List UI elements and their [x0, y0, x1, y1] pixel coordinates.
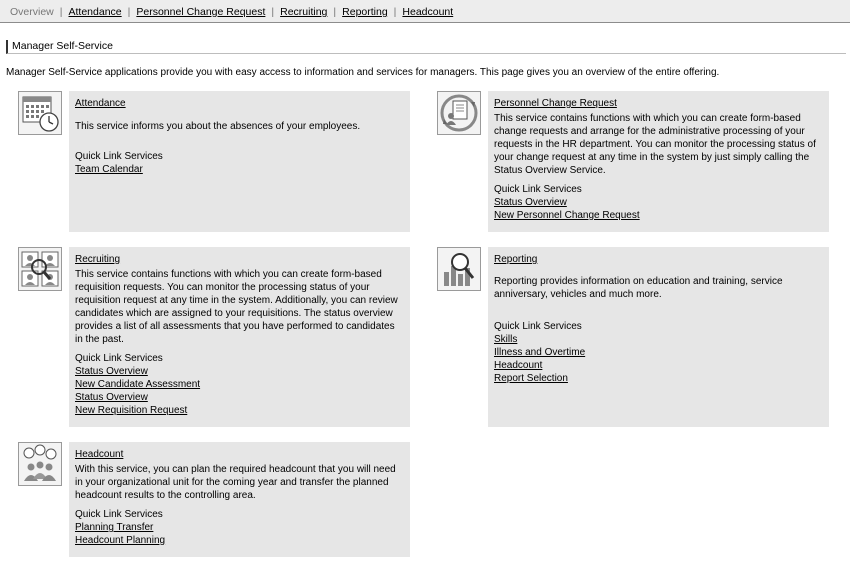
headcount-planning-link[interactable]: Headcount Planning — [75, 535, 166, 546]
planning-transfer-link[interactable]: Planning Transfer — [75, 522, 154, 533]
recruiting-magnifier-icon — [18, 247, 62, 291]
headcount-quick-link-label: Quick Link Services — [75, 509, 163, 520]
new-personnel-change-request-link[interactable]: New Personnel Change Request — [494, 210, 640, 221]
attendance-description: This service informs you about the absences of your employees. — [75, 121, 361, 132]
headcount-report-link[interactable]: Headcount — [494, 360, 543, 371]
personnel-change-request-card — [488, 91, 829, 232]
headcount-title-link[interactable]: Headcount — [75, 449, 124, 460]
recruiting-title-link[interactable]: Recruiting — [75, 254, 121, 265]
nav-separator: | — [271, 6, 275, 18]
nav-item-recruiting[interactable]: Recruiting — [280, 6, 328, 18]
intro-text: Manager Self-Service applications provide you with easy access to information and services for managers. This page gives you an overview of the entire offering. — [6, 67, 720, 78]
section-title-bar — [6, 40, 846, 54]
reporting-quick-link-label: Quick Link Services — [494, 321, 582, 332]
nav-separator: | — [59, 6, 63, 18]
headcount-people-icon — [18, 442, 62, 486]
attendance-quick-link-label: Quick Link Services — [75, 151, 163, 162]
illness-and-overtime-link[interactable]: Illness and Overtime — [494, 347, 586, 358]
nav-item-personnel-change-request[interactable]: Personnel Change Request — [136, 6, 266, 18]
nav-separator: | — [393, 6, 397, 18]
recruiting-status-overview-link-2[interactable]: Status Overview — [75, 392, 148, 403]
nav-item-headcount[interactable]: Headcount — [402, 6, 454, 18]
recruiting-quick-link-label: Quick Link Services — [75, 353, 163, 364]
team-calendar-link[interactable]: Team Calendar — [75, 164, 143, 175]
recruiting-description: This service contains functions with which you can create form-based requisition requests. You can monitor the processing status of your requisition request at any time in the system. Additionally, you can review candidates which are assigned to your requisitions. The status overview provides a list of all assessments that you have performed to candidates in the past. — [75, 269, 398, 345]
nav-separator: | — [127, 6, 131, 18]
personnel-quick-link-label: Quick Link Services — [494, 184, 582, 195]
calendar-clock-icon — [18, 91, 62, 135]
reporting-description: Reporting provides information on education and training, service anniversary, vehicles and much more. — [494, 276, 783, 300]
new-requisition-request-link[interactable]: New Requisition Request — [75, 405, 188, 416]
skills-link[interactable]: Skills — [494, 334, 518, 345]
recruiting-status-overview-link[interactable]: Status Overview — [75, 366, 148, 377]
nav-separator: | — [333, 6, 337, 18]
attendance-card — [69, 91, 410, 232]
personnel-status-overview-link[interactable]: Status Overview — [494, 197, 567, 208]
nav-links — [10, 6, 453, 18]
change-request-icon — [437, 91, 481, 135]
personnel-change-request-description: This service contains functions with which you can create form-based change requests and arrange for the administrative processing of your requests in the HR department. You can monitor the processing status of your change request at any time in the system by just simply calling the Status Overview Service. — [494, 113, 816, 176]
reporting-card — [488, 247, 829, 427]
nav-item-attendance[interactable]: Attendance — [68, 6, 122, 18]
top-navigation-bar — [0, 0, 850, 23]
nav-item-reporting[interactable]: Reporting — [342, 6, 388, 18]
reporting-title-link[interactable]: Reporting — [494, 254, 538, 265]
headcount-description: With this service, you can plan the required headcount that you will need in your organizational unit for the coming year and transfer the planned headcount results to the controlling area. — [75, 464, 396, 501]
report-selection-link[interactable]: Report Selection — [494, 373, 568, 384]
new-candidate-assessment-link[interactable]: New Candidate Assessment — [75, 379, 201, 390]
reporting-chart-icon — [437, 247, 481, 291]
personnel-change-request-title-link[interactable]: Personnel Change Request — [494, 98, 617, 109]
section-title: Manager Self-Service — [12, 40, 113, 52]
attendance-title-link[interactable]: Attendance — [75, 98, 126, 109]
nav-item-overview[interactable]: Overview — [10, 6, 54, 18]
headcount-card — [69, 442, 410, 557]
recruiting-card — [69, 247, 410, 427]
